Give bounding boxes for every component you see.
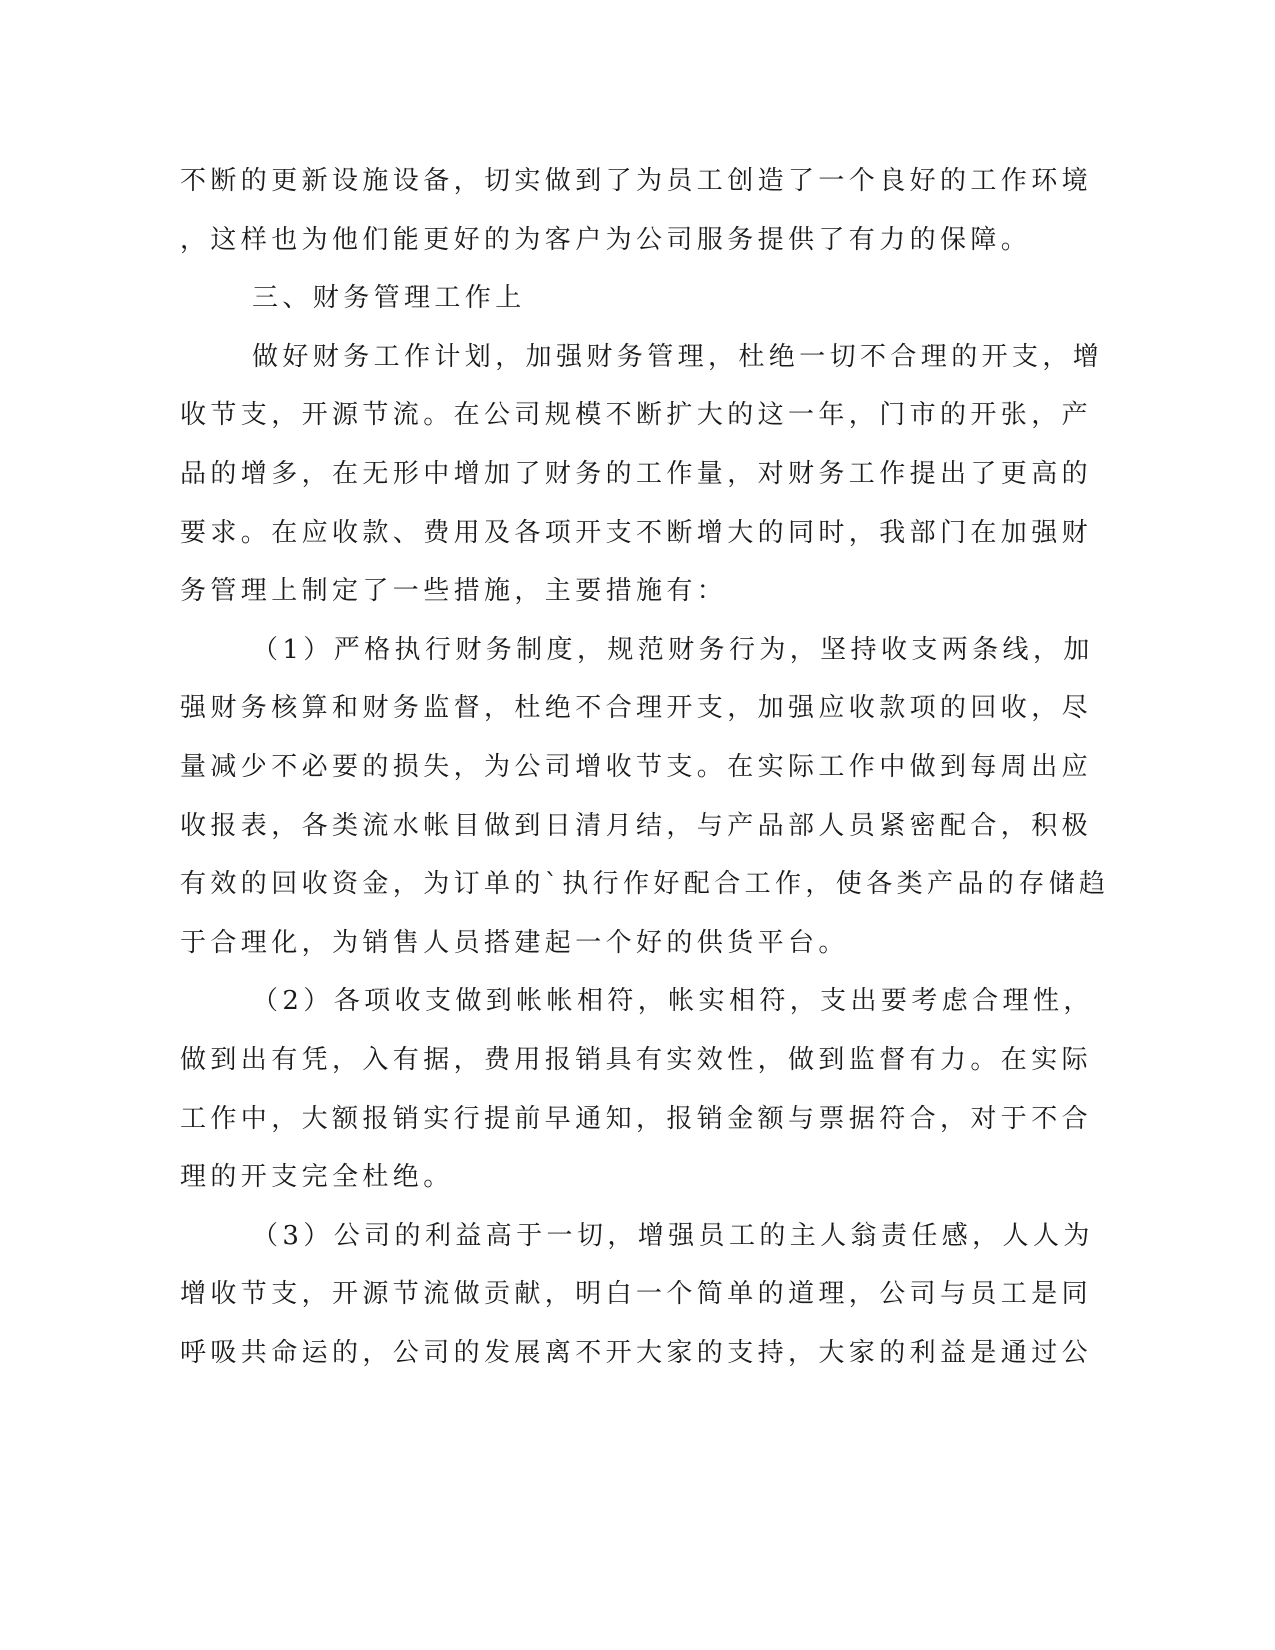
text-line: 理的开支完全杜绝。 bbox=[180, 1162, 454, 1193]
text-line: 呼吸共命运的，公司的发展离不开大家的支持，大家的利益是通过公 bbox=[180, 1337, 1093, 1368]
text-line: 量减少不必要的损失，为公司增收节支。在实际工作中做到每周出应 bbox=[180, 751, 1093, 782]
text-line: 收报表，各类流水帐目做到日清月结，与产品部人员紧密配合，积极 bbox=[180, 810, 1093, 841]
text-line: 要求。在应收款、费用及各项开支不断增大的同时，我部门在加强财 bbox=[180, 517, 1093, 548]
text-line: 增收节支，开源节流做贡献，明白一个简单的道理，公司与员工是同 bbox=[180, 1279, 1093, 1310]
text-line: 不断的更新设施设备，切实做到了为员工创造了一个良好的工作环境 bbox=[180, 166, 1093, 196]
text-line: （3）公司的利益高于一切，增强员工的主人翁责任感，人人为 bbox=[252, 1220, 1094, 1251]
text-line: 有效的回收资金，为订单的`执行作好配合工作，使各类产品的存储趋 bbox=[180, 869, 1110, 900]
text-line: 品的增多，在无形中增加了财务的工作量，对财务工作提出了更高的 bbox=[180, 458, 1093, 489]
text-line: 做到出有凭，入有据，费用报销具有实效性，做到监督有力。在实际 bbox=[180, 1044, 1093, 1075]
text-line: 强财务核算和财务监督，杜绝不合理开支，加强应收款项的回收，尽 bbox=[180, 693, 1093, 724]
text-line: 工作中，大额报销实行提前早通知，报销金额与票据符合，对于不合 bbox=[180, 1103, 1093, 1134]
text-line: 于合理化，为销售人员搭建起一个好的供货平台。 bbox=[180, 927, 849, 958]
section-heading: 三、财务管理工作上 bbox=[252, 283, 526, 314]
text-line: （2）各项收支做到帐帐相符，帐实相符，支出要考虑合理性， bbox=[252, 986, 1094, 1017]
body-text bbox=[180, 152, 1110, 1382]
text-line: ，这样也为他们能更好的为客户为公司服务提供了有力的保障。 bbox=[180, 224, 1032, 255]
text-line: 做好财务工作计划，加强财务管理，杜绝一切不合理的开支，增 bbox=[252, 341, 1104, 372]
text-line: 务管理上制定了一些措施，主要措施有： bbox=[180, 576, 728, 607]
text-line: （1）严格执行财务制度，规范财务行为，坚持收支两条线，加 bbox=[252, 634, 1094, 665]
text-line: 收节支，开源节流。在公司规模不断扩大的这一年，门市的开张，产 bbox=[180, 400, 1093, 431]
